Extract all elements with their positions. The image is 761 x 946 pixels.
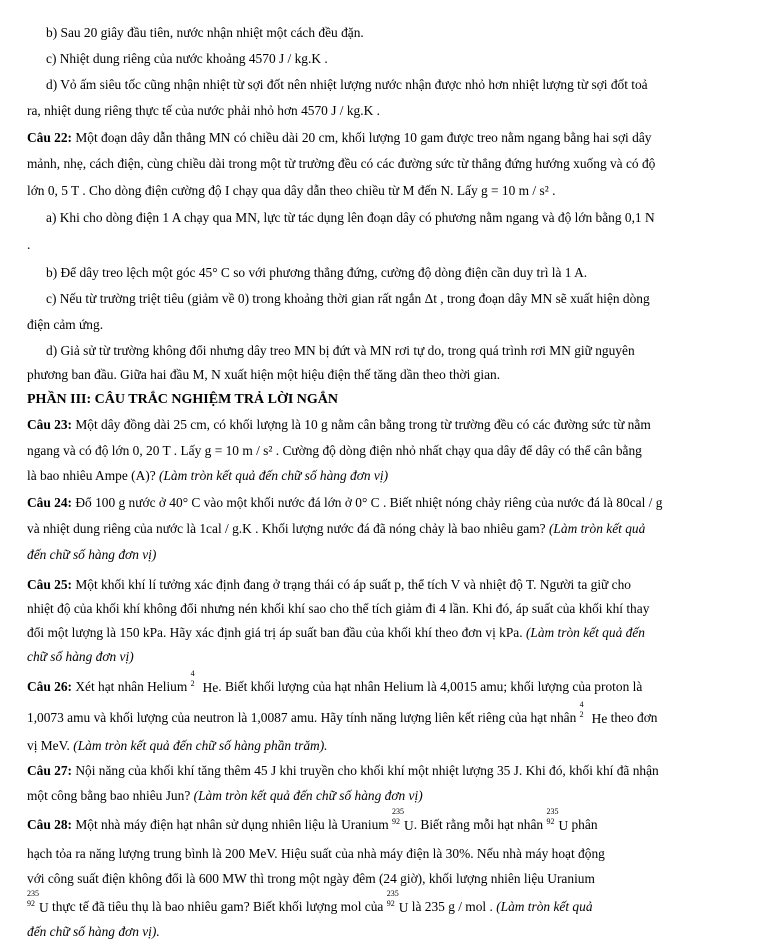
q27-label: Câu 27: [27, 763, 73, 778]
helium-atomic-number: 2 [579, 709, 584, 719]
uranium-nuclide-3 [27, 888, 49, 917]
q25-line3 [27, 624, 645, 642]
uranium-symbol: U [398, 899, 409, 915]
q26-text1a: Xét hạt nhân Helium [72, 679, 191, 694]
q27-rounding-note: (Làm tròn kết quả đến chữ số hàng đơn vị) [193, 788, 423, 803]
q22-statement-a-line1: a) Khi cho dòng điện 1 A chạy qua MN, lực từ tác dụng lên đoạn dây có phương nằm ngang và độ lớn bằng 0,1 N [46, 210, 655, 225]
q25-text1: Một khối khí lí tưởng xác định đang ở trạng thái có áp suất p, thể tích V và nhiệt độ T. Người ta giữ cho [72, 577, 631, 592]
helium-atomic-number: 2 [190, 678, 195, 688]
q24-rounding-note: (Làm tròn kết quả [548, 521, 646, 536]
uranium-symbol: U [404, 817, 414, 833]
q22-statement-a-line2: . [27, 237, 31, 252]
uranium-mass-number: 235 [27, 888, 39, 898]
q26-text3: vị MeV. [27, 738, 74, 753]
q26-line2 [27, 699, 658, 728]
q22-line2: mảnh, nhẹ, cách điện, cùng chiều dài trong một từ trường đều có các đường sức từ thẳng đứng hướng xuống và có độ [27, 156, 656, 171]
q23-text1: Một dây đồng dài 25 cm, có khối lượng là 10 g nằm cân bằng trong từ trường đều có các đường sức từ nằm [72, 417, 651, 432]
q23-label: Câu 23: [27, 417, 73, 432]
q24-line2 [27, 520, 645, 538]
q22-statement-d-line2: phương ban đầu. Giữa hai đầu M, N xuất hiện một hiệu điện thế tăng dần theo thời gian. [27, 367, 501, 382]
q28-text4b: là 235 g / mol . [408, 899, 497, 914]
q22-line3: lớn 0, 5 T . Cho dòng điện cường độ I chạy qua dây dẫn theo chiều từ M đến N. Lấy g = 10 m / s² . [27, 183, 556, 198]
q21-statement-b: b) Sau 20 giây đầu tiên, nước nhận nhiệt một cách đều đặn. [46, 25, 364, 40]
helium-nuclide [190, 668, 219, 697]
q28-label: Câu 28: [27, 817, 73, 832]
q26-rounding-note: (Làm tròn kết quả đến chữ số hàng phần trăm). [73, 738, 328, 753]
q28-line1 [27, 806, 598, 835]
q28-line5: đến chữ số hàng đơn vị). [27, 924, 160, 939]
q28-text1c: phân [568, 817, 598, 832]
uranium-nuclide-2 [546, 806, 569, 835]
helium-symbol: He [202, 679, 219, 695]
q22-label: Câu 22: [27, 130, 73, 145]
q25-line1 [27, 576, 631, 594]
q28-line3: với công suất điện không đổi là 600 MW thì trong một ngày đêm (24 giờ), khối lượng nhiên liệu Uranium [27, 871, 595, 886]
q24-text2: và nhiệt dung riêng của nước là 1cal / g.K . Khối lượng nước đá đã nóng chảy là bao nhiêu gam? [27, 521, 549, 536]
q26-text1b: . Biết khối lượng của hạt nhân Helium là 4,0015 amu; khối lượng của proton là [218, 679, 643, 694]
q25-rounding-note: (Làm tròn kết quả đến [525, 625, 645, 640]
q23-text3: là bao nhiêu Ampe (A)? [27, 468, 160, 483]
q25-line2: nhiệt độ của khối khí không đổi nhưng nén khối khí sao cho thể tích giảm đi 4 lần. Khi đó, áp suất của khối khí thay [27, 601, 650, 616]
uranium-mass-number: 235 [386, 888, 399, 898]
uranium-nuclide-4 [386, 888, 409, 917]
q21-statement-d-line1: d) Vỏ ấm siêu tốc cũng nhận nhiệt từ sợi đốt nên nhiệt lượng nước nhận được nhỏ hơn nhiệt lượng từ sợi đốt toả [46, 77, 648, 92]
helium-nuclide-2 [579, 699, 608, 728]
q23-line1 [27, 416, 651, 434]
q23-line2: ngang và có độ lớn 0, 20 T . Lấy g = 10 m / s² . Cường độ dòng điện nhỏ nhất chạy qua dây để dây có thể cân bằng [27, 443, 642, 458]
q22-statement-d-line1: d) Giả sử từ trường không đổi nhưng dây treo MN bị đứt và MN rơi tự do, trong quá trình rơi MN giữ nguyên [46, 343, 635, 358]
q24-text1: Đổ 100 g nước ở 40° C vào một khối nước đá lớn ở 0° C . Biết nhiệt nóng chảy riêng của nước đá là 80cal / g [72, 495, 663, 510]
uranium-atomic-number: 92 [392, 816, 401, 826]
q22-statement-c-line2: điện cảm ứng. [27, 317, 104, 332]
q27-line1 [27, 762, 659, 780]
q28-text4a: thực tế đã tiêu thụ là bao nhiêu gam? Biết khối lượng mol của [48, 899, 387, 914]
q26-text2b: theo đơn [607, 710, 658, 725]
q24-line3: đến chữ số hàng đơn vị) [27, 547, 157, 562]
q26-line1 [27, 668, 643, 697]
helium-mass-number: 4 [190, 668, 195, 678]
q22-text1: Một đoạn dây dẫn thẳng MN có chiều dài 20 cm, khối lượng 10 gam được treo nằm ngang bằng hai sợi dây [72, 130, 652, 145]
q22-statement-b: b) Để dây treo lệch một góc 45° C so với phương thẳng đứng, cường độ dòng điện cần duy trì là 1 A. [46, 265, 588, 280]
q26-text2a: 1,0073 amu và khối lượng của neutron là 1,0087 amu. Hãy tính năng lượng liên kết riêng của hạt nhân [27, 710, 580, 725]
q26-line3 [27, 737, 328, 755]
helium-symbol: He [591, 710, 608, 726]
q28-text1a: Một nhà máy điện hạt nhân sử dụng nhiên liệu là Uranium [72, 817, 393, 832]
part3-heading: PHẦN III: CÂU TRẮC NGHIỆM TRẢ LỜI NGẮN [27, 392, 339, 407]
q24-label: Câu 24: [27, 495, 73, 510]
q28-text1b: . Biết rằng mỗi hạt nhân [413, 817, 547, 832]
q27-line2 [27, 787, 423, 805]
q21-statement-d-line2: ra, nhiệt dung riêng thực tế của nước phải nhỏ hơn 4570 J / kg.K . [27, 103, 380, 118]
uranium-atomic-number: 92 [27, 898, 35, 908]
helium-mass-number: 4 [579, 699, 584, 709]
uranium-atomic-number: 92 [546, 816, 555, 826]
uranium-symbol: U [558, 817, 569, 833]
q21-statement-c: c) Nhiệt dung riêng của nước khoảng 4570 J / kg.K . [46, 51, 328, 66]
q23-line3 [27, 467, 388, 485]
q26-label: Câu 26: [27, 679, 73, 694]
uranium-atomic-number: 92 [386, 898, 395, 908]
q27-text1: Nội năng của khối khí tăng thêm 45 J khi truyền cho khối khí một nhiệt lượng 35 J. Khi đó, khối khí đã nhận [72, 763, 659, 778]
q23-rounding-note: (Làm tròn kết quả đến chữ số hàng đơn vị) [159, 468, 389, 483]
uranium-mass-number: 235 [392, 806, 405, 816]
q22-statement-c-line1: c) Nếu từ trường triệt tiêu (giảm về 0) trong khoảng thời gian rất ngắn Δt , trong đoạn dây MN sẽ xuất hiện dòng [46, 291, 650, 306]
q25-line4: chữ số hàng đơn vị) [27, 649, 134, 664]
uranium-symbol: U [39, 899, 49, 915]
uranium-mass-number: 235 [546, 806, 559, 816]
q28-line4 [27, 888, 593, 917]
q24-line1 [27, 494, 662, 512]
q22-line1 [27, 129, 651, 147]
q25-text3: đổi một lượng là 150 kPa. Hãy xác định giá trị áp suất ban đầu của khối khí theo đơn vị kPa. [27, 625, 526, 640]
q28-rounding-note: (Làm tròn kết quả [496, 899, 593, 914]
q25-label: Câu 25: [27, 577, 73, 592]
uranium-nuclide [392, 806, 414, 835]
q27-text2: một công bằng bao nhiêu Jun? [27, 788, 194, 803]
q28-line2: hạch tỏa ra năng lượng trung bình là 200 MeV. Hiệu suất của nhà máy điện là 30%. Nếu nhà máy hoạt động [27, 846, 605, 861]
